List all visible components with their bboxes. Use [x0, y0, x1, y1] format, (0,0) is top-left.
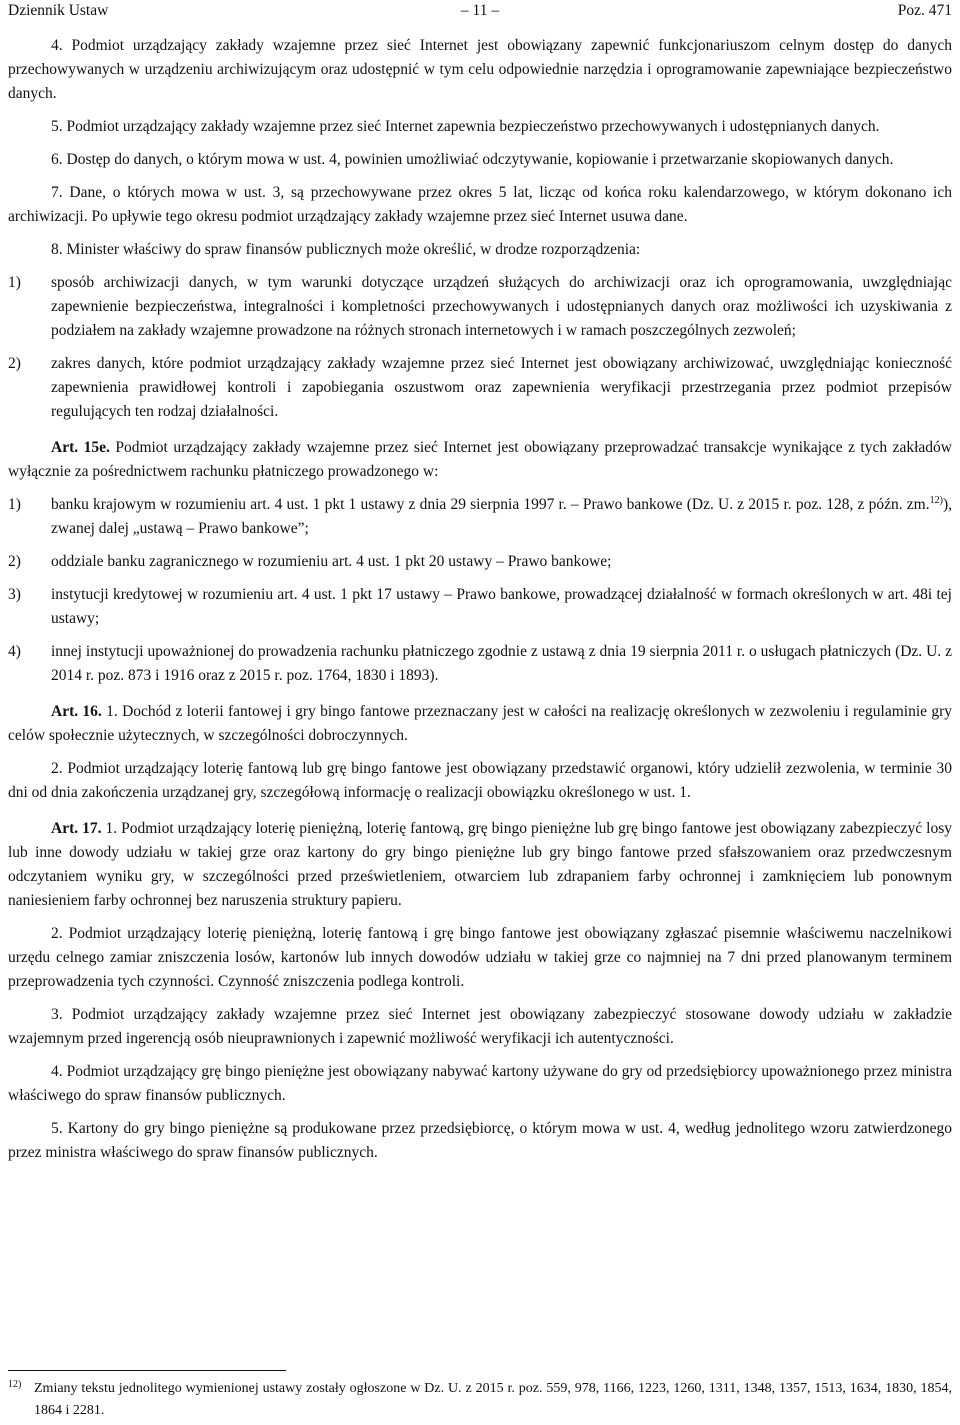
- list-item-number: 2): [8, 553, 21, 570]
- article-16-paragraph-1: [8, 700, 952, 748]
- list-item: [8, 550, 952, 574]
- list-item: [8, 583, 952, 631]
- footnote-mark: 12): [8, 1379, 22, 1390]
- list-item-text: instytucji kredytowej w rozumieniu art. 4 ust. 1 pkt 17 ustawy – Prawo bankowe, prowadzącej działalność w formach określonych w art. 48i tej ustawy;: [51, 586, 952, 627]
- list-item-number: 1): [8, 274, 21, 291]
- paragraph-7: 7. Dane, o których mowa w ust. 3, są przechowywane przez okres 5 lat, licząc od końca roku kalendarzowego, w którym dokonano ich archiwizacji. Po upływie tego okresu podmiot urządzający zakłady wzajemne przez sieć Internet usuwa dane.: [8, 184, 952, 225]
- paragraph-8: 8. Minister właściwy do spraw finansów publicznych może określić, w drodze rozporządzenia:: [51, 241, 641, 258]
- paragraph-4: 4. Podmiot urządzający zakłady wzajemne przez sieć Internet jest obowiązany zapewnić funkcjonariuszom celnym dostęp do danych przechowywanych w urządzeniu archiwizującym oraz udostępnić w tym celu odpowiednie narzędzia i oprogramowanie zapewniające bezpieczeństwo danych.: [8, 37, 952, 102]
- list-item-text-part: ), zwanej dalej „ustawą – Prawo bankowe”;: [51, 496, 952, 537]
- footnote-reference: 12): [929, 495, 943, 506]
- list-item-number: 3): [8, 586, 21, 603]
- list-item: [8, 493, 952, 541]
- article-17-paragraph-2: 2. Podmiot urządzający loterię pieniężną, loterię fantową i grę bingo fantowe jest obowiązany zgłaszać pisemnie właściwemu naczelnikowi urzędu celnego zamiar zniszczenia losów, kartonów lub innych dowodów udziału w takiej grze co najmniej na 7 dni przed planowanym terminem przeprowadzenia tych czynności. Czynność zniszczenia podlega kontroli.: [8, 925, 952, 990]
- list-item-text: sposób archiwizacji danych, w tym warunki dotyczące urządzeń służących do archiwizacji oraz ich oprogramowania, uwzględniając zapewnienie bezpieczeństwa, integralności i kompletności przechowywanych i udostępnianych danych oraz możliwości ich uzyskiwania z podziałem na zakłady wzajemne prowadzone na różnych stronach internetowych i w ramach poszczególnych zezwoleń;: [51, 274, 952, 339]
- list-item-text: oddziale banku zagranicznego w rozumieniu art. 4 ust. 1 pkt 20 ustawy – Prawo bankowe;: [51, 553, 612, 570]
- article-16-paragraph-2: 2. Podmiot urządzający loterię fantową lub grę bingo fantowe jest obowiązany przedstawić organowi, który udzielił zezwolenia, w terminie 30 dni od dnia zakończenia urządzanej gry, szczegółową informację o realizacji obowiązku określonego w ust. 1.: [8, 760, 952, 801]
- list-item: [8, 271, 952, 343]
- list-item-text: [51, 493, 952, 541]
- article-label: Art. 17.: [51, 820, 102, 837]
- paragraph-6: 6. Dostęp do danych, o którym mowa w ust. 4, powinien umożliwiać odczytywanie, kopiowanie i przetwarzanie skopiowanych danych.: [51, 151, 894, 168]
- article-text: 1. Podmiot urządzający loterię pieniężną, loterię fantową, grę bingo pieniężne lub grę bingo fantowe jest obowiązany zabezpieczyć losy lub inne dowody udziału w takiej grze oraz kartony do gry bingo pieniężne lub gry bingo fantowe przed sfałszowaniem oraz przedwczesnym odczytaniem wyniku gry, w szczególności przed prześwietleniem, otwarciem lub zdrapaniem farby ochronnej i zamknięciem lub ponownym naniesieniem farby ochronnej bez naruszenia struktury papieru.: [8, 820, 952, 909]
- page-number: – 11 –: [460, 2, 500, 19]
- footnote-divider: [8, 1370, 286, 1371]
- article-17-paragraph-5: 5. Kartony do gry bingo pieniężne są produkowane przez przedsiębiorcę, o którym mowa w ust. 4, według jednolitego wzoru zatwierdzonego przez ministra właściwego do spraw finansów publicznych.: [8, 1120, 952, 1161]
- list-item: [8, 640, 952, 688]
- journal-title: Dziennik Ustaw: [8, 2, 109, 19]
- article-17-paragraph-1: [8, 817, 952, 913]
- footnote: [8, 1378, 952, 1422]
- list-item-text: zakres danych, które podmiot urządzający zakłady wzajemne przez sieć Internet jest obowiązany archiwizować, uwzględniając konieczność zapewnienia prawidłowej kontroli i zapobiegania oszustwom oraz zapewnienia weryfikacji przestrzegania przez podmiot przepisów regulujących ten rodzaj działalności.: [51, 355, 952, 420]
- position-number: Poz. 471: [897, 2, 952, 19]
- article-15e: [8, 436, 952, 484]
- list-item: [8, 352, 952, 424]
- article-text: Podmiot urządzający zakłady wzajemne przez sieć Internet jest obowiązany przeprowadzać transakcje wynikające z tych zakładów wyłącznie za pośrednictwem rachunku płatniczego prowadzonego w:: [8, 439, 952, 480]
- article-17-paragraph-3: 3. Podmiot urządzający zakłady wzajemne przez sieć Internet jest obowiązany zabezpieczyć stosowane dowody udziału w zakładzie wzajemnym przed ingerencją osób nieuprawnionych i zapewnić możliwość weryfikacji ich autentyczności.: [8, 1006, 952, 1047]
- list-item-text-part: banku krajowym w rozumieniu art. 4 ust. 1 pkt 1 ustawy z dnia 29 sierpnia 1997 r. – Prawo bankowe (Dz. U. z 2015 r. poz. 128, z późn. zm.: [51, 496, 930, 513]
- list-item-text: innej instytucji upoważnionej do prowadzenia rachunku płatniczego zgodnie z ustawą z dnia 19 sierpnia 2011 r. o usługach płatniczych (Dz. U. z 2014 r. poz. 873 i 1916 oraz z 2015 r. poz. 1764, 1830 i 1893).: [51, 643, 952, 684]
- page-header: [8, 0, 952, 22]
- page-body: [8, 34, 952, 1165]
- article-text: 1. Dochód z loterii fantowej i gry bingo fantowe przeznaczany jest w całości na realizację określonych w zezwoleniu i regulaminie gry celów społecznie użytecznych, w szczególności dobroczynnych.: [8, 703, 953, 744]
- list-item-number: 1): [8, 496, 21, 513]
- article-label: Art. 16.: [51, 703, 102, 720]
- article-17-paragraph-4: 4. Podmiot urządzający grę bingo pieniężne jest obowiązany nabywać kartony używane do gry od przedsiębiorcy upoważnionego przez ministra właściwego do spraw finansów publicznych.: [8, 1063, 952, 1104]
- list-item-number: 2): [8, 355, 21, 372]
- footnote-text: Zmiany tekstu jednolitego wymienionej ustawy zostały ogłoszone w Dz. U. z 2015 r. poz. 559, 978, 1166, 1223, 1260, 1311, 1348, 1357, 1513, 1634, 1830, 1854, 1864 i 2281.: [34, 1381, 952, 1418]
- paragraph-5: 5. Podmiot urządzający zakłady wzajemne przez sieć Internet zapewnia bezpieczeństwo przechowywanych i udostępnianych danych.: [51, 118, 880, 135]
- article-label: Art. 15e.: [51, 439, 110, 456]
- list-item-number: 4): [8, 643, 21, 660]
